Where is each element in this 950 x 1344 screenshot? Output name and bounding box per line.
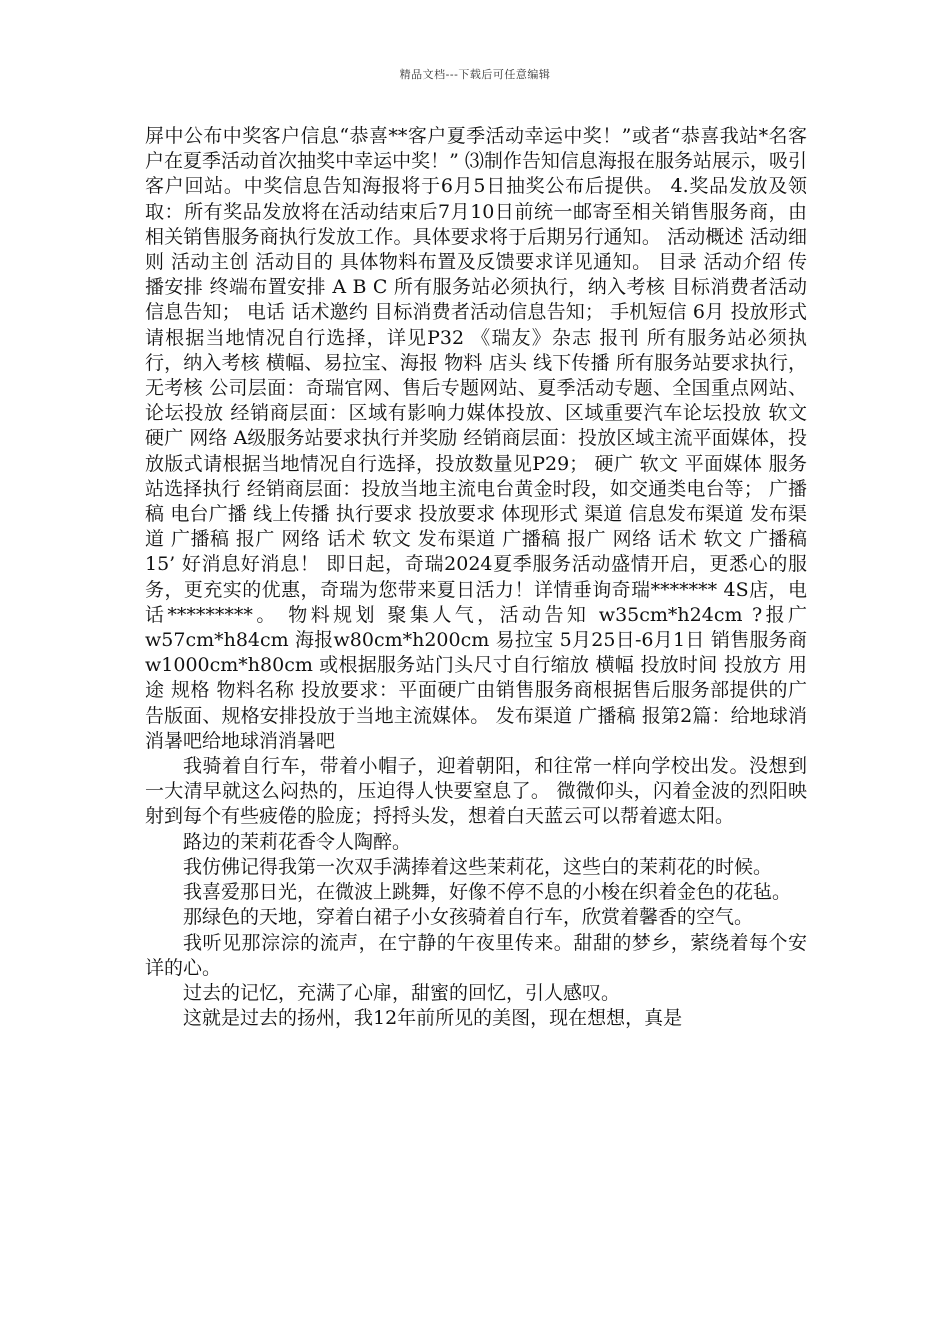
body-paragraph: 过去的记忆，充满了心扉，甜蜜的回忆，引人感叹。: [183, 981, 621, 1004]
body-paragraph: 我骑着自行车，带着小帽子，迎着朝阳，和往常一样向学校出发。没想到一大清早就这么闷热的，压迫得人快要窒息了。 微微仰头，闪着金波的烈阳映射到每个有些疲倦的脸庞；捋捋头发，想着白天蓝云可以帮着遮太阳。: [145, 755, 807, 828]
body-paragraph: 那绿色的天地，穿着白裙子小女孩骑着自行车，欣赏着馨香的空气。: [183, 906, 754, 929]
body-paragraph: 我仿佛记得我第一次双手满捧着这些茉莉花，这些白的茉莉花的时候。: [183, 855, 773, 878]
body-paragraph: 我喜爱那日光，在微波上跳舞，好像不停不息的小梭在织着金色的花毡。: [183, 881, 792, 904]
body-paragraph: 这就是过去的扬州，我12年前所见的美图，现在想想，真是: [183, 1007, 683, 1030]
body-paragraph: 我听见那淙淙的流声，在宁静的午夜里传来。甜甜的梦乡，萦绕着每个安详的心。: [145, 931, 807, 979]
page-header: 精品文档---下载后可任意编辑: [399, 68, 551, 81]
body-paragraph: 路边的茉莉花香令人陶醉。: [183, 830, 412, 853]
document-body: [145, 124, 814, 1031]
body-paragraph: 屏中公布中奖客户信息“恭喜**客户夏季活动幸运中奖！”或者“恭喜我站*名客户在夏季活动首次抽奖中幸运中奖！” ⑶制作告知信息海报在服务站展示，吸引客户回站。中奖信息告知海报将于6月5日抽奖公布后提供。 4.奖品发放及领取：所有奖品发放将在活动结束后7月10日前统一邮寄至相关销售服务商，由相关销售服务商执行发放工作。具体要求将于后期另行通知。 活动概述 活动细则 活动主创 活动目的 具体物料布置及反馈要求详见通知。 目录 活动介绍 传播安排 终端布置安排 A B C 所有服务站必须执行，纳入考核 目标消费者活动信息告知； 电话 话术邀约 目标消费者活动信息告知； 手机短信 6月 投放形式请根据当地情况自行选择，详见P32 《瑞友》杂志 报刊 所有服务站必须执行，纳入考核 横幅、易拉宝、海报 物料 店头 线下传播 所有服务站要求执行，无考核 公司层面：奇瑞官网、售后专题网站、夏季活动专题、全国重点网站、论坛投放 经销商层面：区域有影响力媒体投放、区域重要汽车论坛投放 软文 硬广 网络 A级服务站要求执行并奖励 经销商层面：投放区域主流平面媒体，投放版式请根据当地情况自行选择，投放数量见P29； 硬广 软文 平面媒体 服务站选择执行 经销商层面：投放当地主流电台黄金时段，如交通类电台等； 广播稿 电台广播 线上传播 执行要求 投放要求 体现形式 渠道 信息发布渠道 发布渠道 广播稿 报广 网络 话术 软文 发布渠道 广播稿 报广 网络 话术 软文 广播稿 15’ 好消息好消息！ 即日起，奇瑞2024夏季服务活动盛情开启，更悉心的服务，更充实的优惠，奇瑞为您带来夏日活力！详情垂询奇瑞******* 4S店，电话*********。 物料规划 聚集人气，活动告知 w35cm*h24cm ?报广 w57cm*h84cm 海报w80cm*h200cm 易拉宝 5月25日-6月1日 销售服务商w1000cm*h80cm 或根据服务站门头尺寸自行缩放 横幅 投放时间 投放方 用途 规格 物料名称 投放要求：平面硬广由销售服务商根据售后服务部提供的广告版面、规格安排投放于当地主流媒体。 发布渠道 广播稿 报第2篇：给地球消消暑吧给地球消消暑吧: [145, 125, 814, 752]
